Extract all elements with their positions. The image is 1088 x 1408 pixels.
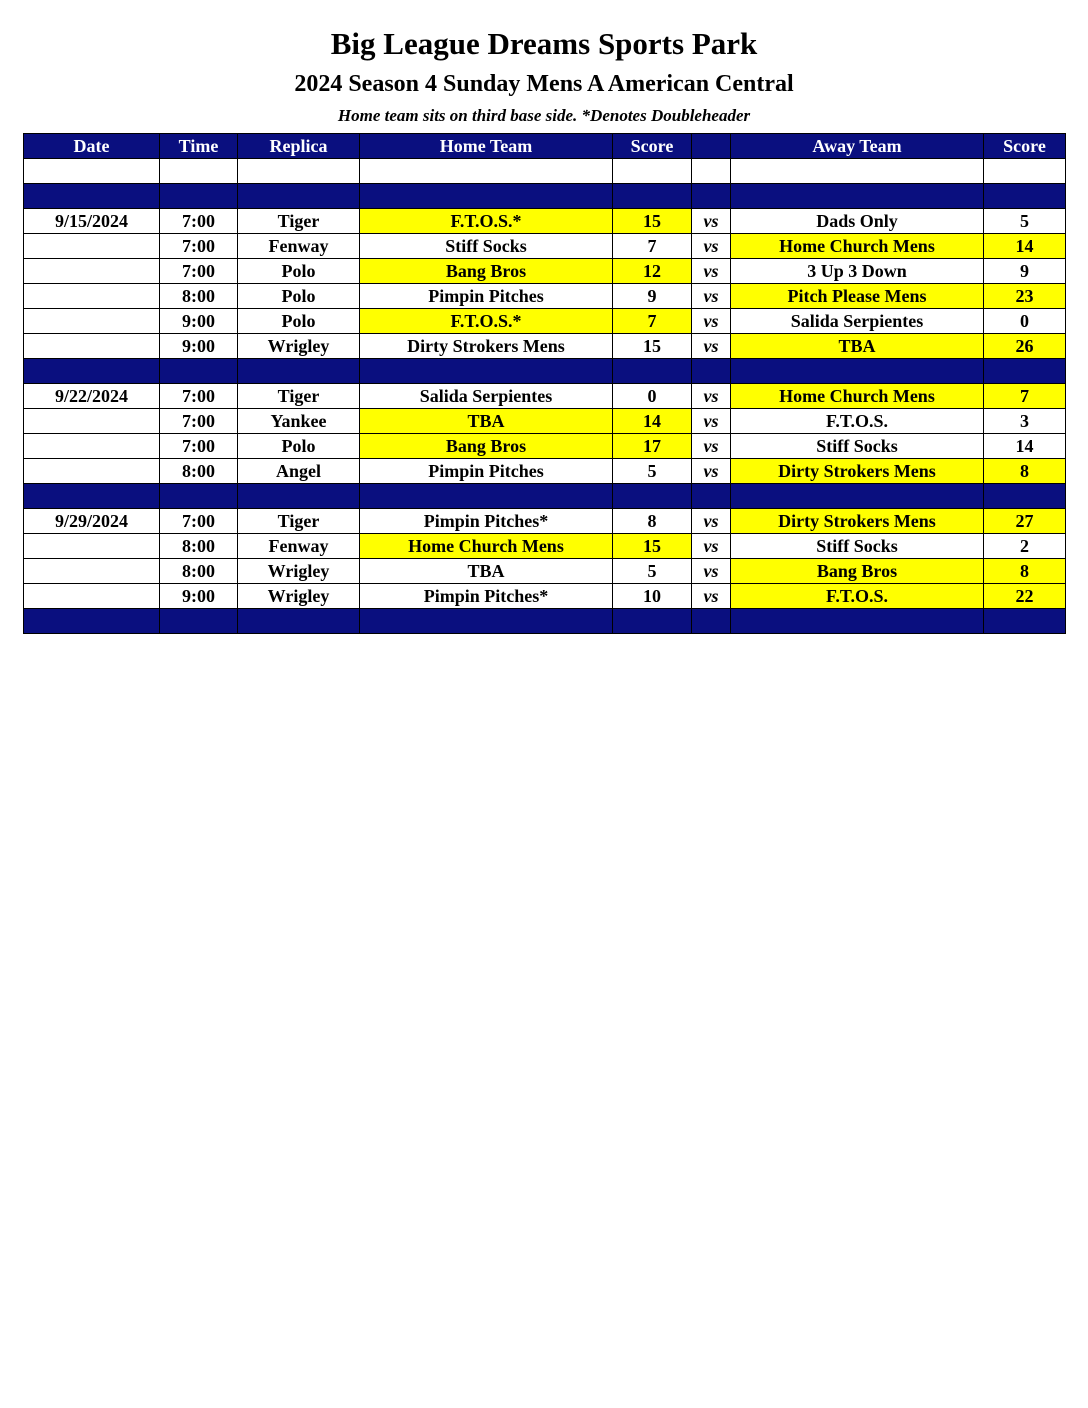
time-cell: 8:00 — [160, 534, 238, 559]
away-score-cell: 5 — [984, 209, 1066, 234]
home-team-cell: Bang Bros — [360, 434, 613, 459]
away-score-cell: 26 — [984, 334, 1066, 359]
replica-cell: Tiger — [238, 384, 360, 409]
home-score-cell: 12 — [613, 259, 692, 284]
empty-cell — [24, 359, 160, 384]
time-cell: 8:00 — [160, 559, 238, 584]
game-row — [24, 284, 1066, 309]
time-cell: 9:00 — [160, 584, 238, 609]
away-team-cell: Stiff Socks — [731, 534, 984, 559]
empty-cell — [24, 609, 160, 634]
date-cell — [24, 334, 160, 359]
replica-cell: Angel — [238, 459, 360, 484]
home-score-cell: 7 — [613, 309, 692, 334]
blank-row — [24, 159, 1066, 184]
game-row — [24, 309, 1066, 334]
empty-cell — [692, 484, 731, 509]
time-cell: 7:00 — [160, 434, 238, 459]
replica-cell: Wrigley — [238, 584, 360, 609]
empty-cell — [984, 609, 1066, 634]
date-cell: 9/15/2024 — [24, 209, 160, 234]
empty-cell — [24, 484, 160, 509]
away-score-cell: 0 — [984, 309, 1066, 334]
replica-cell: Wrigley — [238, 559, 360, 584]
home-team-cell: Salida Serpientes — [360, 384, 613, 409]
away-score-cell: 23 — [984, 284, 1066, 309]
time-cell: 8:00 — [160, 459, 238, 484]
away-score-cell: 14 — [984, 434, 1066, 459]
vs-cell: vs — [692, 334, 731, 359]
away-score-cell: 22 — [984, 584, 1066, 609]
empty-cell — [984, 184, 1066, 209]
home-team-cell: Pimpin Pitches* — [360, 509, 613, 534]
home-score-cell: 5 — [613, 459, 692, 484]
game-row — [24, 459, 1066, 484]
game-row — [24, 259, 1066, 284]
header-row — [24, 134, 1066, 159]
away-score-cell: 3 — [984, 409, 1066, 434]
replica-cell: Fenway — [238, 234, 360, 259]
home-team-cell: Pimpin Pitches — [360, 284, 613, 309]
empty-cell — [613, 484, 692, 509]
game-row — [24, 409, 1066, 434]
date-cell: 9/22/2024 — [24, 384, 160, 409]
col-header-home-score: Score — [613, 134, 692, 159]
date-cell — [24, 459, 160, 484]
game-row — [24, 334, 1066, 359]
home-team-cell: Pimpin Pitches — [360, 459, 613, 484]
time-cell: 9:00 — [160, 309, 238, 334]
vs-cell: vs — [692, 309, 731, 334]
home-score-cell: 0 — [613, 384, 692, 409]
schedule-table — [23, 133, 1066, 634]
empty-cell — [24, 159, 160, 184]
empty-cell — [160, 184, 238, 209]
date-cell — [24, 559, 160, 584]
home-score-cell: 5 — [613, 559, 692, 584]
away-team-cell: Salida Serpientes — [731, 309, 984, 334]
col-header-away-score: Score — [984, 134, 1066, 159]
empty-cell — [238, 359, 360, 384]
away-team-cell: 3 Up 3 Down — [731, 259, 984, 284]
empty-cell — [984, 484, 1066, 509]
home-score-cell: 7 — [613, 234, 692, 259]
empty-cell — [692, 159, 731, 184]
game-row — [24, 434, 1066, 459]
date-cell — [24, 434, 160, 459]
vs-cell: vs — [692, 234, 731, 259]
col-header-away-team: Away Team — [731, 134, 984, 159]
away-team-cell: F.T.O.S. — [731, 409, 984, 434]
home-team-cell: TBA — [360, 409, 613, 434]
time-cell: 7:00 — [160, 259, 238, 284]
home-score-cell: 8 — [613, 509, 692, 534]
col-header-replica: Replica — [238, 134, 360, 159]
empty-cell — [613, 359, 692, 384]
away-score-cell: 27 — [984, 509, 1066, 534]
home-score-cell: 9 — [613, 284, 692, 309]
game-row — [24, 509, 1066, 534]
empty-cell — [613, 159, 692, 184]
empty-cell — [360, 609, 613, 634]
empty-cell — [984, 159, 1066, 184]
home-score-cell: 10 — [613, 584, 692, 609]
empty-cell — [731, 359, 984, 384]
home-score-cell: 15 — [613, 534, 692, 559]
col-header-date: Date — [24, 134, 160, 159]
away-score-cell: 14 — [984, 234, 1066, 259]
game-row — [24, 559, 1066, 584]
empty-cell — [160, 484, 238, 509]
empty-cell — [360, 184, 613, 209]
away-team-cell: F.T.O.S. — [731, 584, 984, 609]
home-team-cell: Pimpin Pitches* — [360, 584, 613, 609]
date-cell — [24, 409, 160, 434]
empty-cell — [731, 484, 984, 509]
away-team-cell: TBA — [731, 334, 984, 359]
page-note: Home team sits on third base side. *Denotes Doubleheader — [337, 106, 751, 125]
empty-cell — [24, 184, 160, 209]
away-team-cell: Home Church Mens — [731, 384, 984, 409]
date-cell — [24, 284, 160, 309]
empty-cell — [160, 609, 238, 634]
col-header-time: Time — [160, 134, 238, 159]
time-cell: 7:00 — [160, 234, 238, 259]
vs-cell: vs — [692, 384, 731, 409]
replica-cell: Yankee — [238, 409, 360, 434]
empty-cell — [613, 184, 692, 209]
vs-cell: vs — [692, 584, 731, 609]
home-team-cell: F.T.O.S.* — [360, 209, 613, 234]
empty-cell — [692, 609, 731, 634]
home-team-cell: Dirty Strokers Mens — [360, 334, 613, 359]
home-score-cell: 15 — [613, 334, 692, 359]
home-score-cell: 15 — [613, 209, 692, 234]
empty-cell — [692, 359, 731, 384]
vs-cell: vs — [692, 534, 731, 559]
time-cell: 7:00 — [160, 384, 238, 409]
replica-cell: Tiger — [238, 209, 360, 234]
separator-band-row — [24, 484, 1066, 509]
empty-cell — [731, 184, 984, 209]
empty-cell — [360, 159, 613, 184]
empty-cell — [731, 609, 984, 634]
replica-cell: Polo — [238, 309, 360, 334]
time-cell: 7:00 — [160, 209, 238, 234]
time-cell: 9:00 — [160, 334, 238, 359]
home-team-cell: TBA — [360, 559, 613, 584]
vs-cell: vs — [692, 459, 731, 484]
replica-cell: Polo — [238, 284, 360, 309]
separator-band-row — [24, 359, 1066, 384]
replica-cell: Wrigley — [238, 334, 360, 359]
away-score-cell: 8 — [984, 559, 1066, 584]
game-row — [24, 584, 1066, 609]
game-row — [24, 384, 1066, 409]
schedule-body — [24, 159, 1066, 634]
empty-cell — [360, 359, 613, 384]
date-cell: 9/29/2024 — [24, 509, 160, 534]
away-team-cell: Dads Only — [731, 209, 984, 234]
away-team-cell: Dirty Strokers Mens — [731, 459, 984, 484]
away-score-cell: 8 — [984, 459, 1066, 484]
home-score-cell: 14 — [613, 409, 692, 434]
separator-band-row — [24, 184, 1066, 209]
away-team-cell: Home Church Mens — [731, 234, 984, 259]
empty-cell — [731, 159, 984, 184]
empty-cell — [613, 609, 692, 634]
vs-cell: vs — [692, 209, 731, 234]
date-cell — [24, 309, 160, 334]
vs-cell: vs — [692, 284, 731, 309]
away-score-cell: 2 — [984, 534, 1066, 559]
separator-band-row — [24, 609, 1066, 634]
page-subtitle: 2024 Season 4 Sunday Mens A American Central — [294, 71, 794, 97]
vs-cell: vs — [692, 509, 731, 534]
away-team-cell: Pitch Please Mens — [731, 284, 984, 309]
empty-cell — [360, 484, 613, 509]
home-team-cell: Bang Bros — [360, 259, 613, 284]
game-row — [24, 209, 1066, 234]
vs-cell: vs — [692, 434, 731, 459]
replica-cell: Fenway — [238, 534, 360, 559]
empty-cell — [238, 159, 360, 184]
vs-cell: vs — [692, 409, 731, 434]
page-title: Big League Dreams Sports Park — [330, 26, 758, 61]
game-row — [24, 234, 1066, 259]
empty-cell — [160, 359, 238, 384]
home-score-cell: 17 — [613, 434, 692, 459]
away-score-cell: 7 — [984, 384, 1066, 409]
empty-cell — [238, 609, 360, 634]
away-team-cell: Dirty Strokers Mens — [731, 509, 984, 534]
home-team-cell: F.T.O.S.* — [360, 309, 613, 334]
date-cell — [24, 259, 160, 284]
away-team-cell: Stiff Socks — [731, 434, 984, 459]
vs-cell: vs — [692, 559, 731, 584]
date-cell — [24, 534, 160, 559]
empty-cell — [238, 184, 360, 209]
col-header-home-team: Home Team — [360, 134, 613, 159]
date-cell — [24, 584, 160, 609]
empty-cell — [692, 184, 731, 209]
home-team-cell: Stiff Socks — [360, 234, 613, 259]
away-score-cell: 9 — [984, 259, 1066, 284]
time-cell: 7:00 — [160, 409, 238, 434]
away-team-cell: Bang Bros — [731, 559, 984, 584]
date-cell — [24, 234, 160, 259]
game-row — [24, 534, 1066, 559]
col-header-vs — [692, 134, 731, 159]
time-cell: 8:00 — [160, 284, 238, 309]
replica-cell: Polo — [238, 259, 360, 284]
home-team-cell: Home Church Mens — [360, 534, 613, 559]
replica-cell: Polo — [238, 434, 360, 459]
empty-cell — [160, 159, 238, 184]
replica-cell: Tiger — [238, 509, 360, 534]
empty-cell — [238, 484, 360, 509]
time-cell: 7:00 — [160, 509, 238, 534]
vs-cell: vs — [692, 259, 731, 284]
empty-cell — [984, 359, 1066, 384]
